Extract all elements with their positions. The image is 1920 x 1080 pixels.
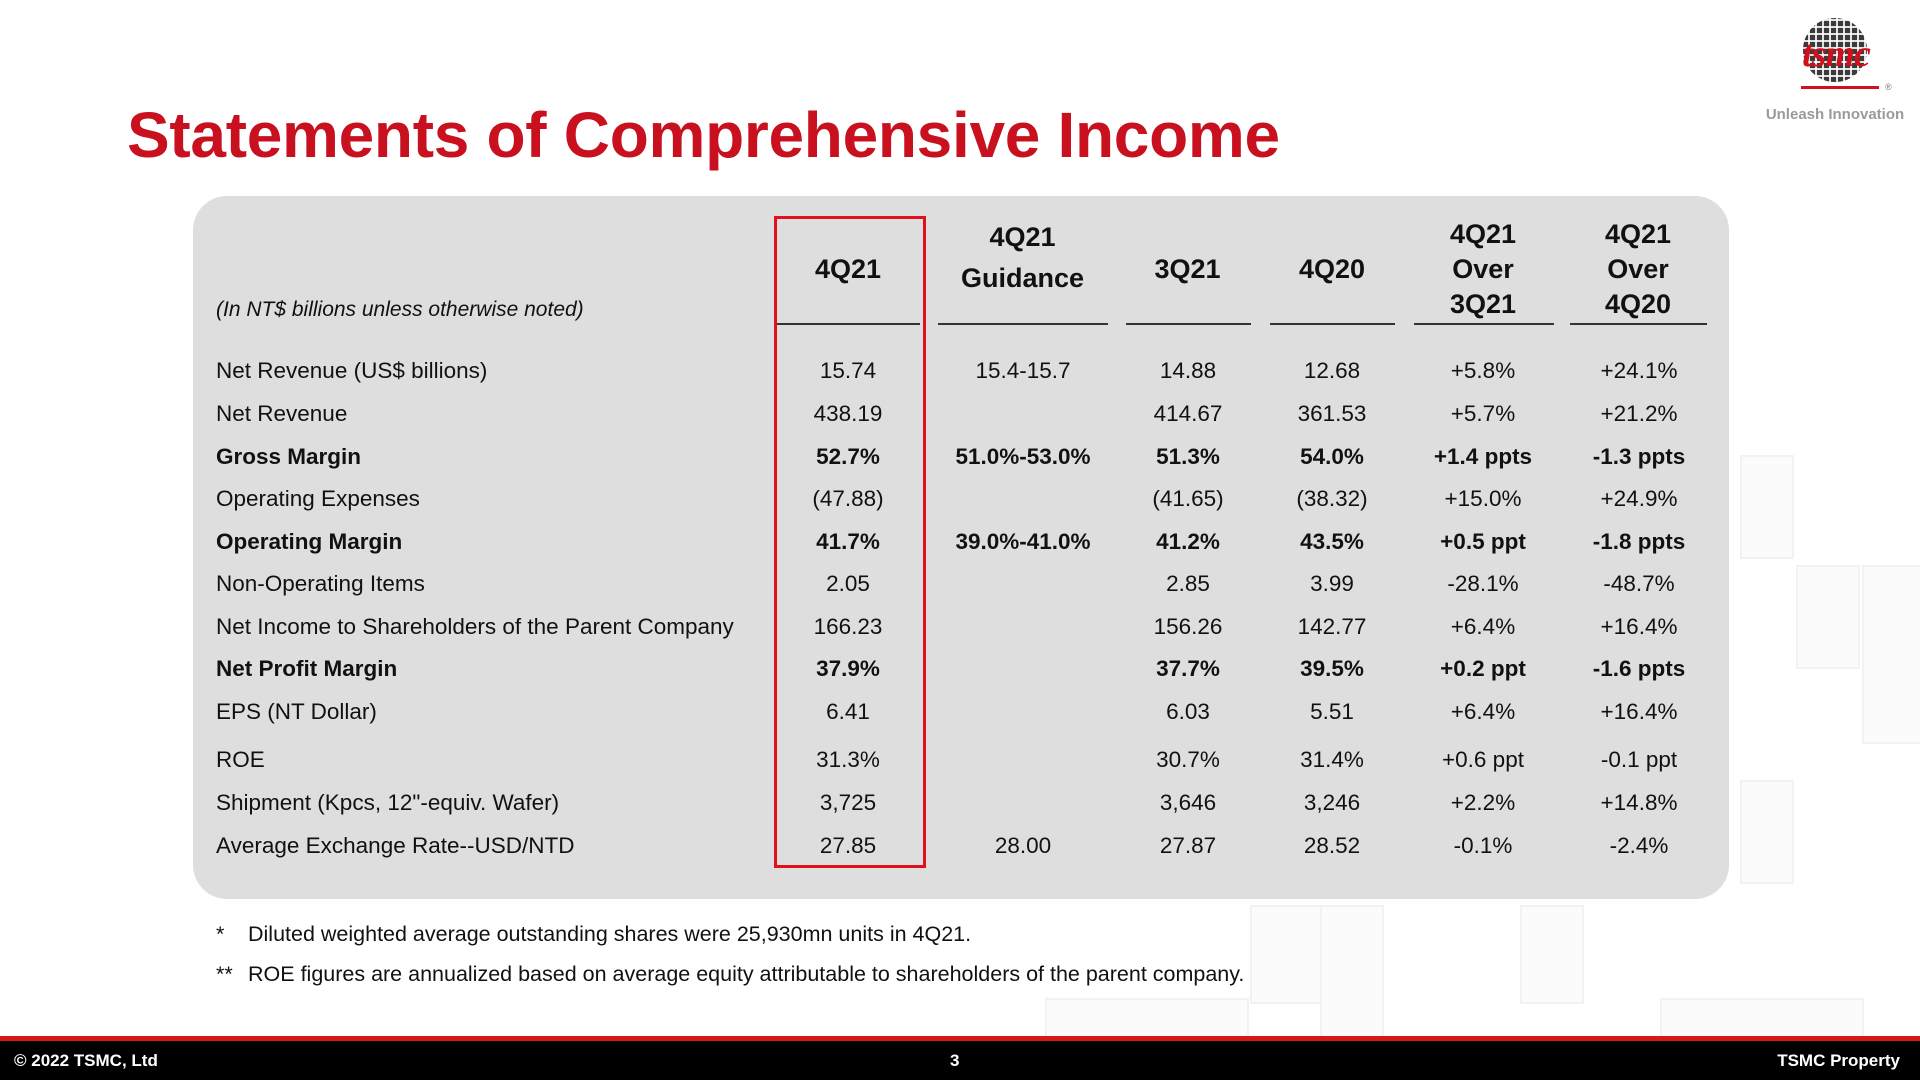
table-cell: 414.67 (1153, 401, 1223, 426)
table-cell (933, 607, 1113, 647)
table-row (0, 692, 1920, 732)
row-label: Average Exchange Rate--USD/NTD (216, 833, 575, 858)
table-cell: -48.7% (1603, 571, 1675, 596)
property-label: TSMC Property (1777, 1051, 1900, 1070)
row-label: Operating Expenses (216, 486, 420, 511)
table-cell: +0.6 ppt (1442, 747, 1524, 772)
units-note: (In NT$ billions unless otherwise noted) (216, 298, 584, 321)
table-cell: -1.3 ppts (1592, 444, 1686, 469)
registered-mark: ® (1885, 82, 1892, 92)
row-label: Net Revenue (US$ billions) (216, 358, 488, 383)
row-label: Shipment (Kpcs, 12"-equiv. Wafer) (216, 790, 560, 815)
table-cell: 31.4% (1300, 747, 1364, 772)
footnote-mark: ** (216, 962, 233, 986)
header-rule (938, 323, 1108, 325)
table-cell: 37.9% (816, 656, 880, 681)
table-cell: +5.7% (1450, 401, 1516, 426)
row-label: Net Revenue (216, 401, 348, 426)
table-cell: 39.5% (1300, 656, 1364, 681)
table-cell: (41.65) (1152, 486, 1224, 511)
column-header-4q21: 4Q21 (814, 254, 882, 284)
table-cell: -1.6 ppts (1592, 656, 1686, 681)
table-cell: 2.85 (1166, 571, 1210, 596)
copyright: © 2022 TSMC, Ltd (14, 1051, 158, 1070)
table-cell: 15.74 (819, 358, 877, 383)
table-cell: +21.2% (1600, 401, 1678, 426)
table-row (0, 437, 1920, 477)
table-cell: +6.4% (1450, 699, 1516, 724)
table-cell: 43.5% (1300, 529, 1364, 554)
table-cell: 52.7% (816, 444, 880, 469)
row-label: EPS (NT Dollar) (216, 699, 377, 724)
table-cell: (47.88) (812, 486, 884, 511)
table-cell: 14.88 (1159, 358, 1217, 383)
table-cell: 6.41 (826, 699, 870, 724)
table-cell: 3.99 (1310, 571, 1354, 596)
header-rule (1270, 323, 1395, 325)
logo-underline (1801, 86, 1879, 89)
table-cell: 30.7% (1156, 747, 1220, 772)
table-cell: 5.51 (1310, 699, 1354, 724)
table-cell: -2.4% (1609, 833, 1669, 858)
table-cell: -28.1% (1447, 571, 1519, 596)
table-cell: 166.23 (813, 614, 883, 639)
table-cell: +14.8% (1600, 790, 1678, 815)
header-rule (1414, 323, 1554, 325)
table-cell: 54.0% (1300, 444, 1364, 469)
table-cell: 41.7% (816, 529, 880, 554)
table-cell: (38.32) (1296, 486, 1368, 511)
column-header-4q20: 4Q20 (1298, 254, 1366, 284)
table-cell: +6.4% (1450, 614, 1516, 639)
table-cell (933, 783, 1113, 823)
background-tile (1045, 998, 1249, 1040)
table-cell: +24.9% (1600, 486, 1678, 511)
table-cell: 2.05 (826, 571, 870, 596)
table-cell: +0.2 ppt (1440, 656, 1526, 681)
table-cell: +5.8% (1450, 358, 1516, 383)
table-row (0, 740, 1920, 780)
table-cell: 41.2% (1156, 529, 1220, 554)
background-tile (1320, 905, 1384, 1039)
header-rule (1126, 323, 1251, 325)
logo-wordmark: tsmc (1802, 33, 1870, 75)
table-row (0, 564, 1920, 604)
footnote-diluted-shares (216, 922, 971, 947)
table-cell: 51.0%-53.0% (955, 444, 1091, 469)
column-header-guidance: 4Q21 Guidance (960, 222, 1085, 293)
table-cell: 12.68 (1303, 358, 1361, 383)
column-header-3q21: 3Q21 (1154, 254, 1221, 284)
table-cell (933, 649, 1113, 689)
table-cell: 28.52 (1303, 833, 1361, 858)
column-header-over-3q21: 4Q21 Over 3Q21 (1449, 219, 1517, 319)
table-cell: 438.19 (813, 401, 883, 426)
table-cell: -1.8 ppts (1592, 529, 1686, 554)
row-label: Gross Margin (216, 444, 362, 469)
table-cell: 39.0%-41.0% (955, 529, 1091, 554)
row-label: Operating Margin (216, 529, 403, 554)
table-cell: +24.1% (1600, 358, 1678, 383)
highlight-box-4q21 (774, 216, 926, 868)
row-label: Net Income to Shareholders of the Parent Company (216, 614, 734, 639)
table-cell: 27.85 (819, 833, 877, 858)
table-cell: +0.5 ppt (1440, 529, 1526, 554)
table-cell (933, 479, 1113, 519)
background-tile (1660, 998, 1864, 1040)
footnote-mark: * (216, 922, 225, 946)
table-cell: 3,646 (1159, 790, 1217, 815)
footnote-text: ROE figures are annualized based on average equity attributable to shareholders of the parent company. (248, 962, 1245, 986)
table-row (0, 479, 1920, 519)
table-cell (933, 692, 1113, 732)
footnote-text: Diluted weighted average outstanding shares were 25,930mn units in 4Q21. (248, 922, 972, 946)
table-cell: 6.03 (1166, 699, 1210, 724)
table-cell: 31.3% (816, 747, 880, 772)
table-cell: +2.2% (1450, 790, 1516, 815)
table-row (0, 826, 1920, 866)
table-row (0, 649, 1920, 689)
table-cell: 142.77 (1297, 614, 1367, 639)
table-cell: 37.7% (1156, 656, 1220, 681)
table-cell: +15.0% (1444, 486, 1522, 511)
table-cell: 3,246 (1303, 790, 1361, 815)
column-header-over-4q20: 4Q21 Over 4Q20 (1604, 219, 1672, 319)
table-row (0, 394, 1920, 434)
row-label: ROE (216, 747, 265, 772)
table-cell: 15.4-15.7 (975, 358, 1071, 383)
table-cell (933, 740, 1113, 780)
table-row (0, 783, 1920, 823)
table-cell: +16.4% (1600, 614, 1678, 639)
page-number: 3 (950, 1051, 960, 1070)
table-cell (933, 394, 1113, 434)
row-label: Non-Operating Items (216, 571, 425, 596)
table-cell: -0.1 ppt (1600, 747, 1678, 772)
table-cell: 156.26 (1153, 614, 1223, 639)
table-cell: 361.53 (1297, 401, 1367, 426)
footnote-roe (216, 962, 1244, 987)
header-rule (1570, 323, 1707, 325)
table-cell: -0.1% (1453, 833, 1513, 858)
table-row (0, 607, 1920, 647)
table-cell: 28.00 (994, 833, 1052, 858)
row-label: Net Profit Margin (216, 656, 398, 681)
table-cell: 51.3% (1156, 444, 1220, 469)
table-cell: 27.87 (1159, 833, 1217, 858)
page-title: Statements of Comprehensive Income (127, 99, 1280, 171)
table-cell: +16.4% (1600, 699, 1678, 724)
logo-tagline: Unleash Innovation (1765, 106, 1905, 123)
table-row (0, 522, 1920, 562)
footer-bar (0, 1041, 1920, 1080)
background-tile (1520, 905, 1584, 1004)
tsmc-logo (1755, 14, 1915, 126)
table-cell: 3,725 (819, 790, 877, 815)
table-cell (933, 564, 1113, 604)
table-row (0, 351, 1920, 391)
table-cell: +1.4 ppts (1433, 444, 1533, 469)
